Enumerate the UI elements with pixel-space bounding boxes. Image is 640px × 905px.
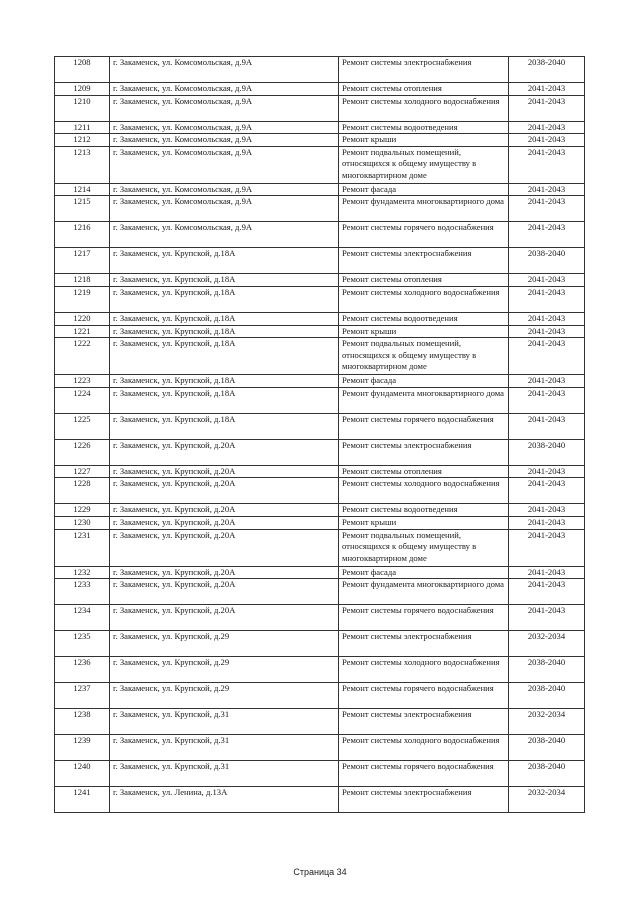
row-address: г. Закаменск, ул. Крупской, д.18А	[110, 413, 339, 439]
row-period: 2041-2043	[509, 478, 585, 504]
row-work: Ремонт крыши	[339, 516, 509, 529]
row-number: 1208	[55, 57, 110, 83]
table-row	[55, 121, 585, 134]
row-number: 1226	[55, 439, 110, 465]
row-work: Ремонт системы электроснабжения	[339, 248, 509, 274]
row-work: Ремонт системы отопления	[339, 274, 509, 287]
row-period: 2041-2043	[509, 95, 585, 121]
row-work: Ремонт фундамента многоквартирного дома	[339, 387, 509, 413]
row-work: Ремонт системы водоотведения	[339, 504, 509, 517]
table-row	[55, 735, 585, 761]
row-work: Ремонт системы холодного водоснабжения	[339, 735, 509, 761]
row-address: г. Закаменск, ул. Комсомольская, д.9А	[110, 196, 339, 222]
row-number: 1217	[55, 248, 110, 274]
row-address: г. Закаменск, ул. Ленина, д.13А	[110, 787, 339, 813]
row-address: г. Закаменск, ул. Комсомольская, д.9А	[110, 57, 339, 83]
row-address: г. Закаменск, ул. Крупской, д.18А	[110, 375, 339, 388]
works-table	[54, 56, 585, 813]
row-period: 2041-2043	[509, 121, 585, 134]
table-row	[55, 657, 585, 683]
row-period: 2041-2043	[509, 196, 585, 222]
row-period: 2041-2043	[509, 465, 585, 478]
row-work: Ремонт системы холодного водоснабжения	[339, 478, 509, 504]
row-number: 1219	[55, 286, 110, 312]
row-period: 2041-2043	[509, 516, 585, 529]
row-period: 2032-2034	[509, 709, 585, 735]
row-number: 1237	[55, 683, 110, 709]
table-row	[55, 146, 585, 183]
row-number: 1234	[55, 605, 110, 631]
row-work: Ремонт фасада	[339, 375, 509, 388]
row-period: 2041-2043	[509, 83, 585, 96]
row-work: Ремонт фасада	[339, 566, 509, 579]
table-row	[55, 605, 585, 631]
row-number: 1224	[55, 387, 110, 413]
row-address: г. Закаменск, ул. Крупской, д.20А	[110, 579, 339, 605]
row-work: Ремонт системы водоотведения	[339, 312, 509, 325]
table-row	[55, 312, 585, 325]
row-address: г. Закаменск, ул. Крупской, д.20А	[110, 504, 339, 517]
row-address: г. Закаменск, ул. Крупской, д.20А	[110, 529, 339, 566]
row-number: 1218	[55, 274, 110, 287]
row-period: 2041-2043	[509, 312, 585, 325]
row-number: 1229	[55, 504, 110, 517]
table-row	[55, 95, 585, 121]
row-address: г. Закаменск, ул. Комсомольская, д.9А	[110, 134, 339, 147]
row-period: 2041-2043	[509, 274, 585, 287]
table-row	[55, 787, 585, 813]
page-number: Страница 34	[293, 867, 347, 877]
row-period: 2032-2034	[509, 631, 585, 657]
row-number: 1232	[55, 566, 110, 579]
row-period: 2041-2043	[509, 504, 585, 517]
table-row	[55, 183, 585, 196]
table-row	[55, 529, 585, 566]
row-number: 1220	[55, 312, 110, 325]
row-period: 2041-2043	[509, 413, 585, 439]
row-period: 2038-2040	[509, 439, 585, 465]
row-period: 2041-2043	[509, 375, 585, 388]
row-work: Ремонт крыши	[339, 325, 509, 338]
row-work: Ремонт системы холодного водоснабжения	[339, 95, 509, 121]
row-address: г. Закаменск, ул. Крупской, д.18А	[110, 387, 339, 413]
row-work: Ремонт системы отопления	[339, 83, 509, 96]
row-address: г. Закаменск, ул. Крупской, д.31	[110, 761, 339, 787]
row-work: Ремонт системы электроснабжения	[339, 439, 509, 465]
row-work: Ремонт системы горячего водоснабжения	[339, 683, 509, 709]
table-row	[55, 222, 585, 248]
row-number: 1239	[55, 735, 110, 761]
row-period: 2038-2040	[509, 683, 585, 709]
row-number: 1225	[55, 413, 110, 439]
row-address: г. Закаменск, ул. Крупской, д.20А	[110, 478, 339, 504]
table-row	[55, 413, 585, 439]
row-address: г. Закаменск, ул. Крупской, д.18А	[110, 286, 339, 312]
row-number: 1227	[55, 465, 110, 478]
table-row	[55, 465, 585, 478]
table-row	[55, 709, 585, 735]
row-address: г. Закаменск, ул. Крупской, д.20А	[110, 605, 339, 631]
table-row	[55, 683, 585, 709]
table-row	[55, 248, 585, 274]
table-row	[55, 286, 585, 312]
row-work: Ремонт системы электроснабжения	[339, 631, 509, 657]
row-number: 1222	[55, 338, 110, 375]
table-row	[55, 761, 585, 787]
table-row	[55, 439, 585, 465]
row-address: г. Закаменск, ул. Комсомольская, д.9А	[110, 121, 339, 134]
row-work: Ремонт подвальных помещений, относящихся к общему имуществу в многоквартирном доме	[339, 529, 509, 566]
table-row	[55, 83, 585, 96]
row-number: 1209	[55, 83, 110, 96]
row-work: Ремонт системы горячего водоснабжения	[339, 761, 509, 787]
row-number: 1210	[55, 95, 110, 121]
row-work: Ремонт системы электроснабжения	[339, 709, 509, 735]
row-period: 2041-2043	[509, 286, 585, 312]
row-address: г. Закаменск, ул. Крупской, д.29	[110, 683, 339, 709]
row-work: Ремонт системы холодного водоснабжения	[339, 286, 509, 312]
row-address: г. Закаменск, ул. Крупской, д.31	[110, 709, 339, 735]
row-work: Ремонт системы горячего водоснабжения	[339, 222, 509, 248]
table-row	[55, 274, 585, 287]
row-address: г. Закаменск, ул. Крупской, д.18А	[110, 274, 339, 287]
table-row	[55, 579, 585, 605]
row-period: 2041-2043	[509, 325, 585, 338]
row-number: 1216	[55, 222, 110, 248]
row-address: г. Закаменск, ул. Крупской, д.20А	[110, 566, 339, 579]
row-number: 1236	[55, 657, 110, 683]
row-period: 2038-2040	[509, 657, 585, 683]
row-number: 1228	[55, 478, 110, 504]
row-period: 2041-2043	[509, 387, 585, 413]
row-address: г. Закаменск, ул. Крупской, д.18А	[110, 325, 339, 338]
row-work: Ремонт системы холодного водоснабжения	[339, 657, 509, 683]
row-period: 2038-2040	[509, 761, 585, 787]
row-work: Ремонт фасада	[339, 183, 509, 196]
table-row	[55, 387, 585, 413]
row-number: 1238	[55, 709, 110, 735]
row-address: г. Закаменск, ул. Крупской, д.20А	[110, 439, 339, 465]
table-row	[55, 375, 585, 388]
row-work: Ремонт системы горячего водоснабжения	[339, 413, 509, 439]
row-number: 1241	[55, 787, 110, 813]
row-work: Ремонт фундамента многоквартирного дома	[339, 579, 509, 605]
row-address: г. Закаменск, ул. Крупской, д.18А	[110, 338, 339, 375]
table-row	[55, 196, 585, 222]
table-row	[55, 478, 585, 504]
row-work: Ремонт системы водоотведения	[339, 121, 509, 134]
row-number: 1231	[55, 529, 110, 566]
row-address: г. Закаменск, ул. Комсомольская, д.9А	[110, 146, 339, 183]
table-row	[55, 134, 585, 147]
row-number: 1233	[55, 579, 110, 605]
row-address: г. Закаменск, ул. Крупской, д.18А	[110, 312, 339, 325]
row-period: 2041-2043	[509, 579, 585, 605]
row-work: Ремонт подвальных помещений, относящихся к общему имуществу в многоквартирном доме	[339, 146, 509, 183]
row-address: г. Закаменск, ул. Комсомольская, д.9А	[110, 222, 339, 248]
row-work: Ремонт крыши	[339, 134, 509, 147]
row-address: г. Закаменск, ул. Крупской, д.18А	[110, 248, 339, 274]
row-period: 2041-2043	[509, 338, 585, 375]
row-number: 1223	[55, 375, 110, 388]
row-address: г. Закаменск, ул. Крупской, д.31	[110, 735, 339, 761]
row-work: Ремонт системы отопления	[339, 465, 509, 478]
row-number: 1214	[55, 183, 110, 196]
row-period: 2032-2034	[509, 787, 585, 813]
row-number: 1213	[55, 146, 110, 183]
table-row	[55, 566, 585, 579]
row-period: 2038-2040	[509, 735, 585, 761]
row-address: г. Закаменск, ул. Крупской, д.20А	[110, 516, 339, 529]
row-period: 2038-2040	[509, 248, 585, 274]
table-row	[55, 338, 585, 375]
row-number: 1235	[55, 631, 110, 657]
row-address: г. Закаменск, ул. Крупской, д.20А	[110, 465, 339, 478]
row-period: 2041-2043	[509, 134, 585, 147]
works-table-body	[55, 57, 585, 813]
row-number: 1211	[55, 121, 110, 134]
row-period: 2041-2043	[509, 146, 585, 183]
row-period: 2041-2043	[509, 183, 585, 196]
row-work: Ремонт фундамента многоквартирного дома	[339, 196, 509, 222]
row-address: г. Закаменск, ул. Комсомольская, д.9А	[110, 83, 339, 96]
table-row	[55, 516, 585, 529]
row-period: 2041-2043	[509, 222, 585, 248]
row-period: 2041-2043	[509, 605, 585, 631]
table-row	[55, 57, 585, 83]
row-period: 2041-2043	[509, 529, 585, 566]
row-number: 1215	[55, 196, 110, 222]
row-work: Ремонт подвальных помещений, относящихся к общему имуществу в многоквартирном доме	[339, 338, 509, 375]
row-address: г. Закаменск, ул. Крупской, д.29	[110, 657, 339, 683]
row-work: Ремонт системы горячего водоснабжения	[339, 605, 509, 631]
row-number: 1240	[55, 761, 110, 787]
row-period: 2038-2040	[509, 57, 585, 83]
table-row	[55, 631, 585, 657]
row-number: 1212	[55, 134, 110, 147]
table-row	[55, 325, 585, 338]
row-address: г. Закаменск, ул. Комсомольская, д.9А	[110, 183, 339, 196]
table-row	[55, 504, 585, 517]
row-work: Ремонт системы электроснабжения	[339, 57, 509, 83]
row-address: г. Закаменск, ул. Крупской, д.29	[110, 631, 339, 657]
row-number: 1230	[55, 516, 110, 529]
row-work: Ремонт системы электроснабжения	[339, 787, 509, 813]
row-address: г. Закаменск, ул. Комсомольская, д.9А	[110, 95, 339, 121]
row-period: 2041-2043	[509, 566, 585, 579]
row-number: 1221	[55, 325, 110, 338]
